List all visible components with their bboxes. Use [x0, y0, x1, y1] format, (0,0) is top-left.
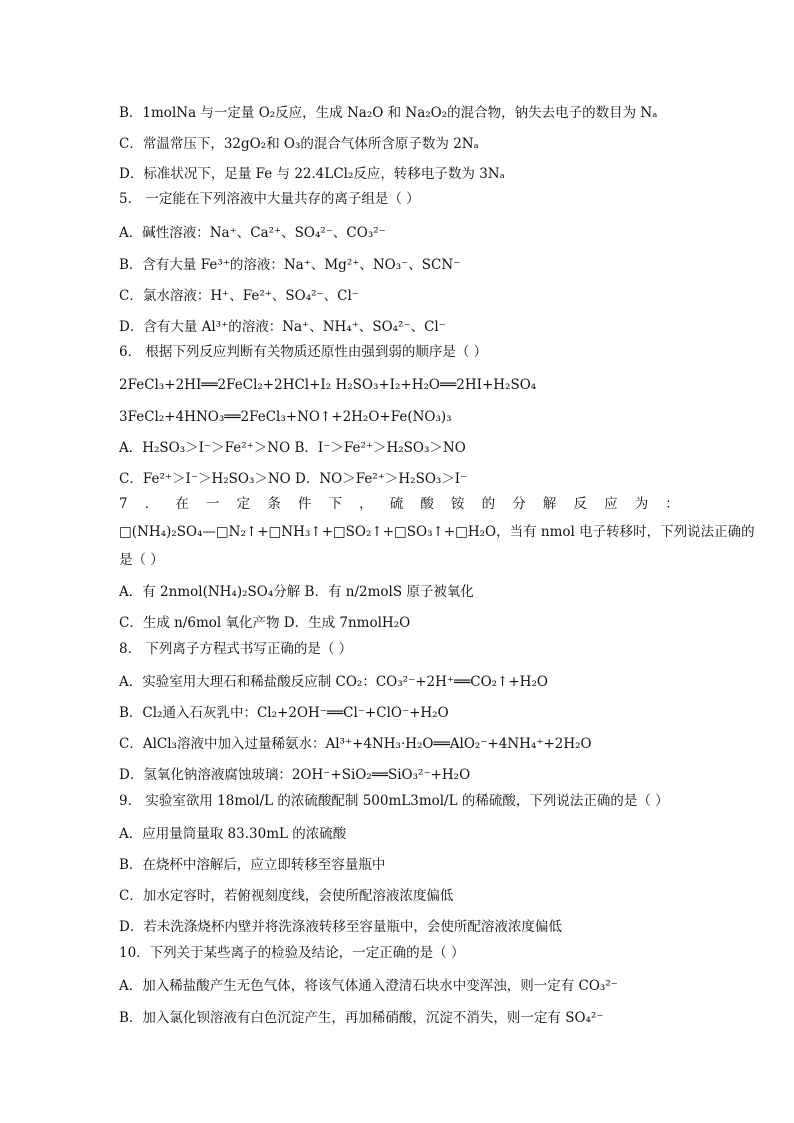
q8-option-c: C．AlCl₃溶液中加入过量稀氨水：Al³⁺+4NH₃·H₂O══AlO₂⁻+4NH₄⁺+2H₂O — [119, 736, 592, 752]
q6-equation-2: 3FeCl₂+4HNO₃══2FeCl₃+NO↑+2H₂O+Fe(NO₃)₃ — [119, 409, 452, 425]
q10-option-b: B．加入氯化钡溶液有白色沉淀产生，再加稀硝酸，沉淀不消失，则一定有 SO₄²⁻ — [119, 1010, 604, 1026]
q8-option-b: B．Cl₂通入石灰乳中：Cl₂+2OH⁻══Cl⁻+ClO⁻+H₂O — [119, 705, 449, 721]
q4-option-d: D．标准状况下，足量 Fe 与 22.4LCl₂反应，转移电子数为 3Nₐ — [119, 166, 505, 182]
q9-option-d: D．若未洗涤烧杯内壁并将洗涤液转移至容量瓶中，会使所配溶液浓度偏低 — [119, 919, 562, 935]
q5-option-a: A．碱性溶液：Na⁺、Ca²⁺、SO₄²⁻、CO₃²⁻ — [119, 225, 386, 241]
q9-option-c: C．加水定容时，若俯视刻度线，会使所配溶液浓度偏低 — [119, 888, 454, 904]
q7-stem-line-3: 是（ ） — [119, 552, 164, 568]
q7-word: 定 — [236, 496, 251, 512]
q8-option-a: A．实验室用大理石和稀盐酸反应制 CO₂：CO₃²⁻+2H⁺══CO₂↑+H₂O — [119, 674, 548, 690]
q5-option-c: C．氯水溶液：H⁺、Fe²⁺、SO₄²⁻、Cl⁻ — [119, 288, 359, 304]
q5-stem: 5． 一定能在下列溶液中大量共存的离子组是（ ） — [119, 191, 420, 207]
q8-stem: 8． 下列离子方程式书写正确的是（ ） — [119, 641, 353, 657]
q7-word: 分 — [512, 496, 526, 512]
q4-option-b: B．1molNa 与一定量 O₂反应，生成 Na₂O 和 Na₂O₂的混合物，钠失去电子的数目为 Nₐ — [119, 105, 658, 121]
q7-word: 酸 — [420, 496, 434, 512]
q7-word: 一 — [205, 496, 220, 512]
q7-word: 7 — [119, 496, 128, 512]
q10-option-a: A．加入稀盐酸产生无色气体，将该气体通入澄清石块水中变浑浊，则一定有 CO₃²⁻ — [119, 978, 618, 994]
q10-stem: 10．下列关于某些离子的检验及结论，一定正确的是（ ） — [119, 945, 465, 961]
q5-option-b: B．含有大量 Fe³⁺的溶液：Na⁺、Mg²⁺、NO₃⁻、SCN⁻ — [119, 257, 461, 273]
q9-option-b: B．在烧杯中溶解后，应立即转移至容量瓶中 — [119, 857, 386, 873]
q7-options-cd: C．生成 n/6mol 氧化产物 D．生成 7nmolH₂O — [119, 615, 411, 631]
q7-word: ． — [144, 496, 159, 512]
q7-word: 反 — [573, 496, 587, 512]
q6-options-cd: C．Fe²⁺＞I⁻＞H₂SO₃＞NO D．NO＞Fe²⁺＞H₂SO₃＞I⁻ — [119, 471, 468, 487]
q6-options-ab: A．H₂SO₃＞I⁻＞Fe²⁺＞NO B．I⁻＞Fe²⁺＞H₂SO₃＞NO — [119, 440, 466, 456]
q9-stem: 9． 实验室欲用 18mol/L 的浓硫酸配制 500mL3mol/L 的稀硫酸，下列说法正确的是（ ） — [119, 793, 669, 809]
q7-word: 应 — [604, 496, 618, 512]
q7-word: 硫 — [389, 496, 404, 512]
q7-stem-line-2: □(NH₄)₂SO₄—□N₂↑+□NH₃↑+□SO₂↑+□SO₃↑+□H₂O，当有 nmol 电子转移时，下列说法正确的 — [119, 524, 755, 540]
q6-equation-1: 2FeCl₃+2HI══2FeCl₂+2HCl+I₂ H₂SO₃+I₂+H₂O══2HI+H₂SO₄ — [119, 377, 537, 393]
q8-option-d: D．氢氧化钠溶液腐蚀玻璃：2OH⁻+SiO₂══SiO₃²⁻+H₂O — [119, 767, 471, 783]
q7-word: 在 — [175, 496, 189, 512]
q7-word: 解 — [542, 496, 557, 512]
q7-word: 件 — [297, 496, 312, 512]
q7-word: ， — [359, 496, 373, 512]
q4-option-c: C．常温常压下，32gO₂和 O₃的混合气体所含原子数为 2Nₐ — [119, 136, 479, 152]
q6-stem: 6． 根据下列反应判断有关物质还原性由强到弱的顺序是（ ） — [119, 344, 488, 360]
q7-options-ab: A．有 2nmol(NH₄)₂SO₄分解 B．有 n/2molS 原子被氧化 — [119, 584, 474, 600]
q7-word: 条 — [267, 496, 281, 512]
q7-word: 为 — [634, 496, 649, 512]
q7-word: 铵 — [450, 496, 465, 512]
q7-stem-line-1 — [119, 495, 679, 513]
q7-word: 下 — [328, 496, 342, 512]
q7-word: 的 — [481, 496, 496, 512]
q5-option-d: D．含有大量 Al³⁺的溶液：Na⁺、NH₄⁺、SO₄²⁻、Cl⁻ — [119, 319, 446, 335]
q7-word: ： — [665, 496, 679, 512]
q9-option-a: A．应用量筒量取 83.30mL 的浓硫酸 — [119, 826, 347, 842]
